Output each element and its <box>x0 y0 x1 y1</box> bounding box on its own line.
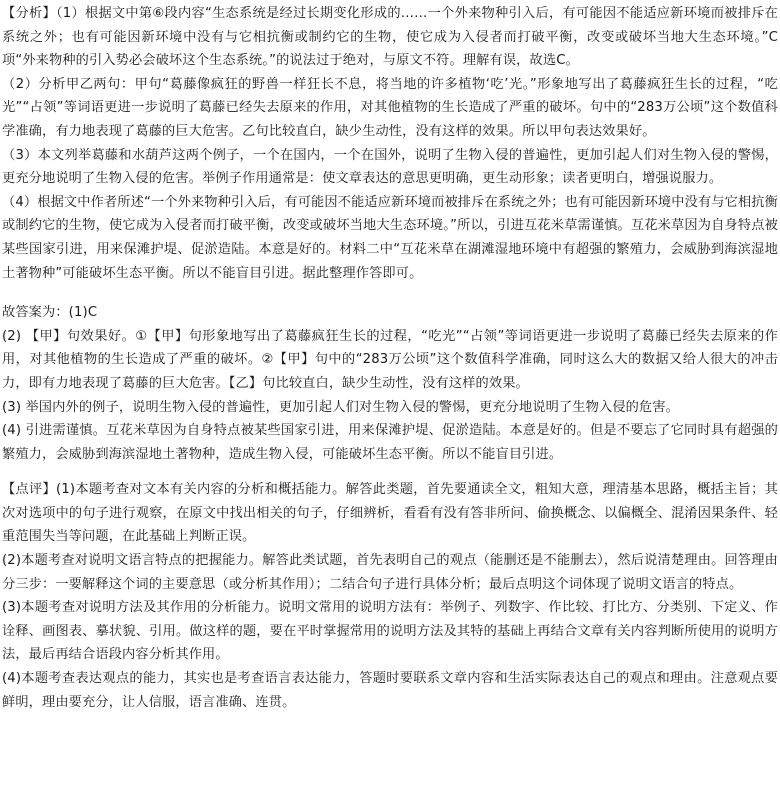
analysis-paragraph-3: （3）本文列举葛藤和水葫芦这两个例子，一个在国内，一个在国外，说明了生物入侵的普遍性，更加引起人们对生物入侵的警惕，更充分地说明了生物入侵的危害。举例子作用通常是：使文章表达的意思更明确，更生动形象；读者更明白，增强说服力。 <box>2 147 778 187</box>
analysis-paragraph-4: （4）根据文中作者所述“一个外来物种引入后，有可能因不能适应新环境而被排斥在系统之外；也有可能因新环境中没有与它相抗衡或制约它的生物，使它成为入侵者而打破平衡，改变或破坏当地大生态环境。”所以，引进互花米草需谨慎。互花米草因为自身特点被某些国家引进，用来保滩护堤、促淤造陆。本意是好的。材料二中“互花米草在湖滩湿地环境中有超强的繁殖力，会威胁到海滨湿地土著物种”可能破坏生态平衡。所以不能盲目引进。据此整理作答即可。 <box>2 194 778 281</box>
answer-paragraph-2: (2) 【甲】句效果好。①【甲】句形象地写出了葛藤疯狂生长的过程，“吃光”“占领”等词语更进一步说明了葛藤已经失去原来的作用，对其他植物的生长造成了严重的破坏。②【甲】句中的“283万公顷”这个数值科学准确，同时这么大的数据又给人很大的冲击力，即有力地表现了葛藤的巨大危害。【乙】句比较直白，缺少生动性，没有这样的效果。 <box>2 328 778 391</box>
comment-paragraph-4: (4)本题考查表达观点的能力，其实也是考查语言表达能力，答题时要联系文章内容和生活实际表达自己的观点和理由。注意观点要鲜明，理由要充分，让人信服，语言准确、连贯。 <box>2 671 778 710</box>
analysis-section <box>2 2 778 285</box>
section-spacer <box>2 285 778 301</box>
comment-paragraph-3: (3)本题考查对说明方法及其作用的分析能力。说明文常用的说明方法有：举例子、列数字、作比较、打比方、分类别、下定义、作诠释、画图表、摹状貌、引用。做这样的题，要在平时掌握常用的说明方法及其特的基础上再结合文章有关内容判断所使用的说明方法，最后再结合语段内容分析其作用。 <box>2 600 778 663</box>
analysis-paragraph-1: 【分析】（1）根据文中第⑥段内容“生态系统是经过长期变化形成的……一个外来物种引入后，有可能因不能适应新环境而被排斥在系统之外；也有可能因新环境中没有与它相抗衡或制约它的生物，使它成为入侵者而打破平衡，改变或破坏当地大生态环境。”C项“外来物种的引入势必会破坏这个生态系统。”的说法过于绝对，与原文不符。理解有误，故选C。 <box>2 6 778 69</box>
answer-paragraph-4: (4) 引进需谨慎。互花米草因为自身特点被某些国家引进，用来保滩护堤、促淤造陆。本意是好的。但是不要忘了它同时具有超强的繁殖力，会威胁到海滨湿地土著物种，造成生物入侵，可能破坏生态平衡。所以不能盲目引进。 <box>2 423 778 462</box>
answer-paragraph-3: (3) 举国内外的例子，说明生物入侵的普遍性，更加引起人们对生物入侵的警惕，更充分地说明了生物入侵的危害。 <box>2 399 680 415</box>
comment-paragraph-2: (2)本题考查对说明文语言特点的把握能力。解答此类试题，首先表明自己的观点（能删还是不能删去），然后说清楚理由。回答理由分三步：一要解释这个词的主要意思（或分析其作用）；二结合句子进行具体分析；最后点明这个词体现了说明文语言的特点。 <box>2 553 778 592</box>
comment-paragraph-1: 【点评】(1)本题考查对文本有关内容的分析和概括能力。解答此类题，首先要通读全文，粗知大意，理清基本思路，概括主旨；其次对选项中的句子进行观察，在原文中找出相关的句子，仔细辨析，看看有没有答非所问、偷换概念、以偏概全、混淆因果条件、轻重范围失当等问题，在此基础上判断正误。 <box>2 482 778 545</box>
comment-section <box>2 478 778 714</box>
answer-section <box>2 301 778 466</box>
analysis-paragraph-2: （2）分析甲乙两句：甲句“葛藤像疯狂的野兽一样狂长不息，将当地的许多植物‘吃’光。”形象地写出了葛藤疯狂生长的过程，“吃光”“占领”等词语更进一步说明了葛藤已经失去原来的作用，对其他植物的生长造成了严重的破坏。句中的“283万公顷”这个数值科学准确，有力地表现了葛藤的巨大危害。乙句比较直白，缺少生动性，没有这样的效果。所以甲句表达效果好。 <box>2 76 778 139</box>
section-spacer <box>2 466 778 478</box>
answer-heading: 故答案为：(1)C <box>2 305 98 321</box>
